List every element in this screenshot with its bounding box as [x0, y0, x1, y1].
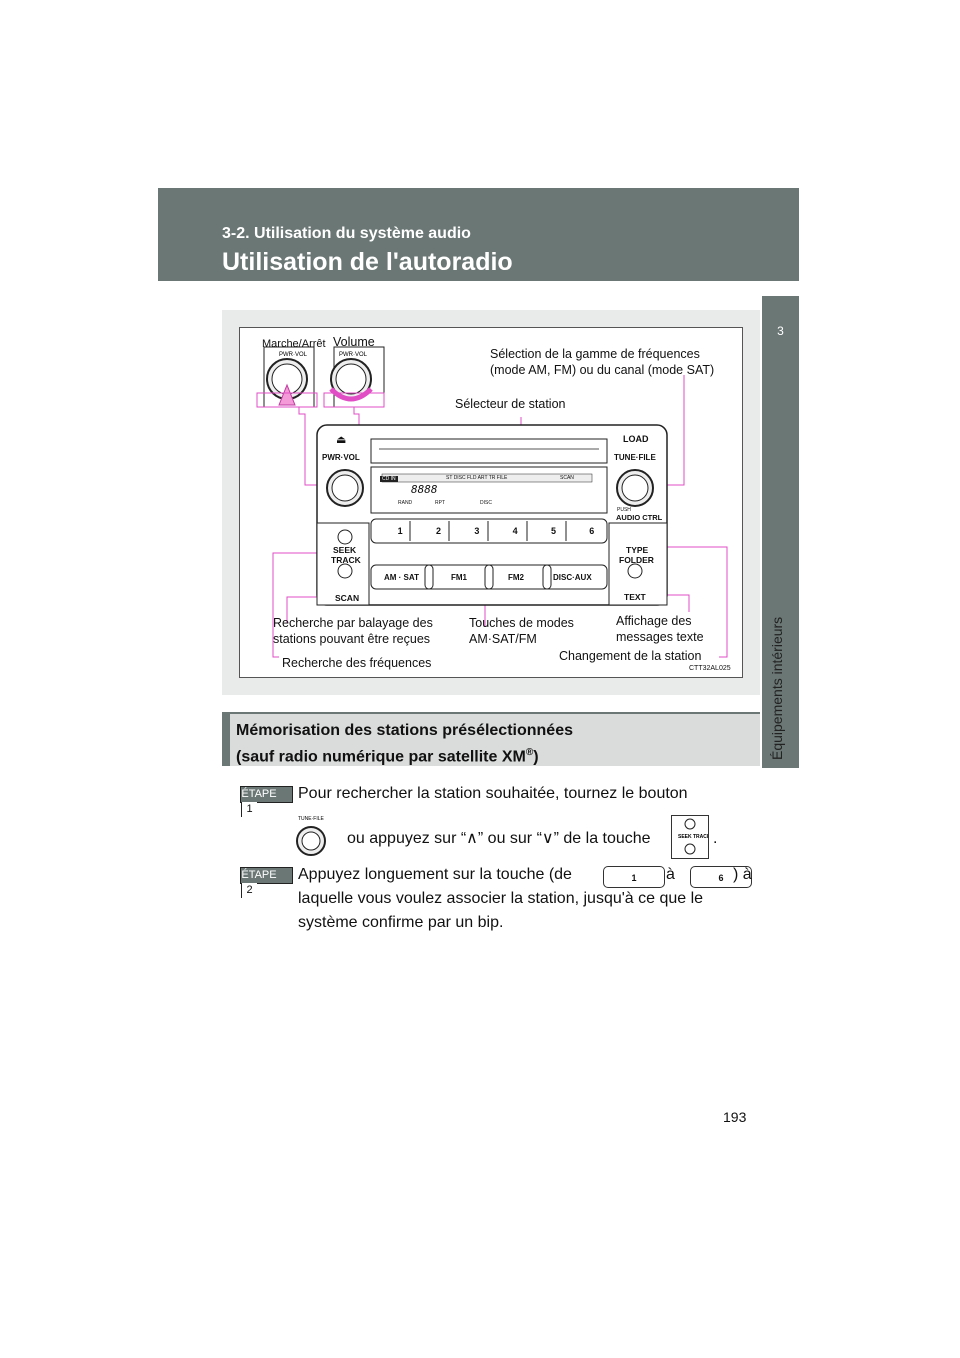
seek-label: SEEK	[333, 545, 357, 555]
volume-knob-closeup	[324, 347, 384, 407]
preset-3: 3	[474, 526, 480, 536]
pwr-vol-label: PWR·VOL	[322, 453, 360, 462]
mode-fm1: FM1	[451, 573, 467, 582]
section-box-title	[236, 720, 573, 768]
step-1-tag	[240, 786, 293, 815]
svg-text:PWR·VOL: PWR·VOL	[339, 352, 368, 358]
tune-file-knob-icon	[295, 813, 331, 858]
section-label: 3-2. Utilisation du système audio	[222, 225, 471, 242]
page-title: Utilisation de l'autoradio	[222, 248, 513, 276]
step-1-line1: Pour rechercher la station souhaitée, tournez le bouton	[298, 785, 688, 802]
folder-label: FOLDER	[619, 555, 654, 565]
step-1-line2: ou appuyez sur “∧” ou sur “∨” de la touche	[347, 830, 651, 847]
step-2-line2: laquelle vous voulez associer la station, jusqu'à ce que le	[298, 890, 704, 907]
box-title-text: (sauf radio numérique par satellite XM	[236, 748, 526, 766]
label-scan: Recherche par balayage des stations pouvant être reçues	[273, 616, 433, 646]
load-button-label: LOAD	[623, 434, 649, 444]
svg-text:PWR·VOL: PWR·VOL	[279, 352, 308, 358]
page-number: 193	[723, 1109, 747, 1125]
display-rand: RAND	[398, 500, 413, 506]
label-text-display: Affichage des messages texte	[616, 614, 704, 644]
radio-unit	[317, 425, 667, 605]
text-button-label: TEXT	[624, 592, 646, 602]
preset-4: 4	[512, 526, 518, 536]
track-label: TRACK	[331, 555, 361, 565]
step-2-tag	[240, 867, 293, 896]
box-title-line2	[236, 742, 573, 768]
step-2-line1b: à	[666, 866, 675, 883]
step-2-line1a: Appuyez longuement sur la touche (de	[298, 866, 572, 883]
preset-buttons	[381, 526, 611, 536]
power-knob-closeup	[257, 347, 317, 407]
push-label: PUSH	[617, 507, 631, 513]
preset-button-1-icon: 1	[603, 866, 665, 888]
display-disc: DISC	[480, 500, 492, 506]
seek-icon-label: SEEK TRACK	[678, 834, 708, 840]
mode-am-sat: AM · SAT	[384, 573, 419, 582]
label-change-station: Changement de la station	[559, 649, 702, 663]
section-box-bar	[222, 712, 230, 766]
chapter-name	[765, 616, 797, 1060]
step-tag-text: ÉTAPE	[241, 788, 277, 800]
label-band: Sélection de la gamme de fréquences (mode AM, FM) ou du canal (mode SAT)	[490, 347, 715, 377]
preset-5: 5	[550, 526, 556, 536]
step-num: 1	[241, 802, 257, 817]
preset-button-6-icon: 6	[690, 866, 752, 888]
label-modes: Touches de modes AM·SAT/FM	[469, 616, 574, 646]
registered-mark: ®	[525, 747, 534, 758]
knob-label: TUNE·FILE	[298, 816, 324, 822]
label-power: Marche/Arrêt	[262, 338, 326, 350]
mode-fm2: FM2	[508, 573, 524, 582]
label-station-selector: Sélecteur de station	[455, 397, 566, 411]
preset-6: 6	[589, 526, 595, 536]
display-scan: SCAN	[560, 475, 574, 481]
display-tags: ST DISC FLD ART TR FILE	[446, 475, 508, 481]
box-title-close: )	[533, 748, 539, 766]
label-volume: Volume	[333, 335, 375, 349]
mode-disc-aux: DISC·AUX	[553, 573, 592, 582]
step-2-line3: système confirme par un bip.	[298, 914, 504, 931]
display-cd-in: CD IN	[382, 476, 396, 482]
type-label: TYPE	[626, 545, 649, 555]
step-tag-text: ÉTAPE	[241, 869, 277, 881]
tune-file-label: TUNE·FILE	[614, 453, 656, 462]
label-seek: Recherche des fréquences	[282, 656, 432, 670]
box-title-line1: Mémorisation des stations présélectionnées	[236, 722, 573, 739]
seek-track-button-icon	[671, 815, 709, 859]
preset-2: 2	[435, 526, 441, 536]
display-digits: 8888	[411, 483, 438, 496]
scan-button-label: SCAN	[335, 593, 360, 603]
eject-icon: ⏏	[336, 434, 347, 446]
step-1-line2-end: .	[713, 830, 718, 847]
figure-code: CTT32AL025	[689, 665, 731, 672]
step-2-line1c: ) à	[733, 866, 752, 883]
step-num: 2	[241, 883, 257, 898]
audio-ctrl-label: AUDIO CTRL	[616, 513, 663, 522]
display-rpt: RPT	[435, 500, 445, 506]
chapter-number: 3	[777, 324, 784, 338]
preset-1: 1	[397, 526, 403, 536]
chapter-name-text: Équipements intérieurs	[769, 616, 785, 760]
